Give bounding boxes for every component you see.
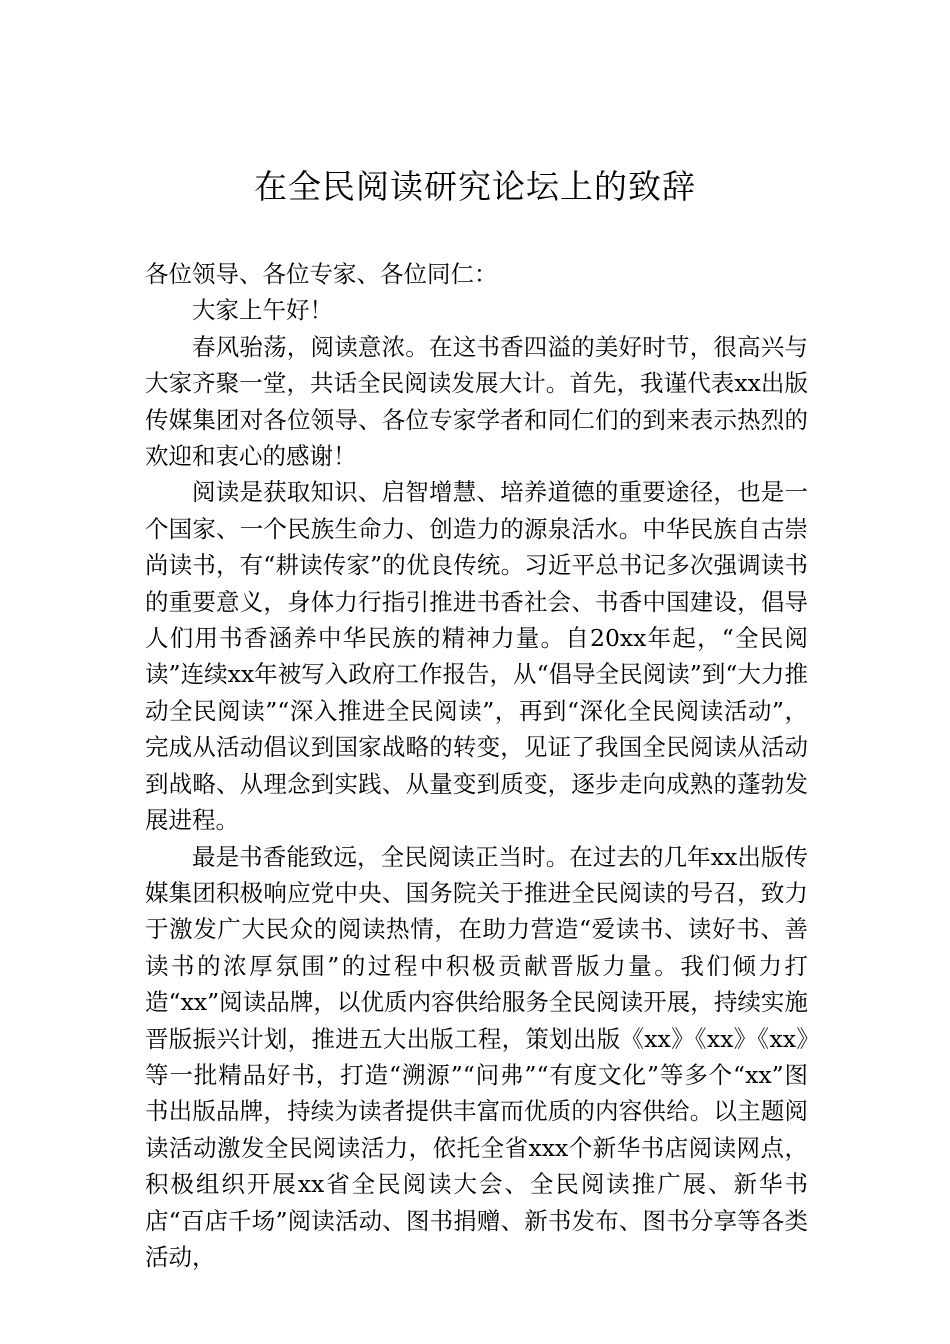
paragraph: 阅读是获取知识、启智增慧、培养道德的重要途径，也是一个国家、一个民族生命力、创造力的源泉活水。中华民族自古崇尚读书，有“耕读传家”的优良传统。习近平总书记多次强调读书的重要意义，身体力行指引推进书香社会、书香中国建设，倡导人们用书香涵养中华民族的精神力量。自20xx年起，“全民阅读”连续xx年被写入政府工作报告，从“倡导全民阅读”到“大力推动全民阅读”“深入推进全民阅读”，再到“深化全民阅读活动”，完成从活动倡议到国家战略的转变，见证了我国全民阅读从活动到战略、从理念到实践、从量变到质变，逐步走向成熟的蓬勃发展进程。	[145, 478, 808, 835]
paragraph: 春风骀荡，阅读意浓。在这书香四溢的美好时节，很高兴与大家齐聚一堂，共话全民阅读发展大计。首先，我谨代表xx出版传媒集团对各位领导、各位专家学者和同仁们的到来表示热烈的欢迎和衷心的感谢！	[145, 332, 808, 471]
salutation: 各位领导、各位专家、各位同仁：	[145, 260, 498, 288]
greeting: 大家上午好！	[192, 296, 333, 325]
document-title: 在全民阅读研究论坛上的致辞	[254, 167, 696, 206]
paragraph: 最是书香能致远，全民阅读正当时。在过去的几年xx出版传媒集团积极响应党中央、国务院关于推进全民阅读的号召，致力于激发广大民众的阅读热情，在助力营造“爱读书、读好书、善读书的浓厚氛围”的过程中积极贡献晋版力量。我们倾力打造“xx”阅读品牌，以优质内容供给服务全民阅读开展，持续实施晋版振兴计划，推进五大出版工程，策划出版《xx》《xx》《xx》等一批精品好书，打造“溯源”“问弗”“有度文化”等多个“xx”图书出版品牌，持续为读者提供丰富而优质的内容供给。以主题阅读活动激发全民阅读活力，依托全省xxx个新华书店阅读网点，积极组织开展xx省全民阅读大会、全民阅读推广展、新华书店“百店千场”阅读活动、图书捐赠、新书发布、图书分享等各类活动，	[145, 842, 808, 1271]
document-body	[145, 256, 808, 1275]
